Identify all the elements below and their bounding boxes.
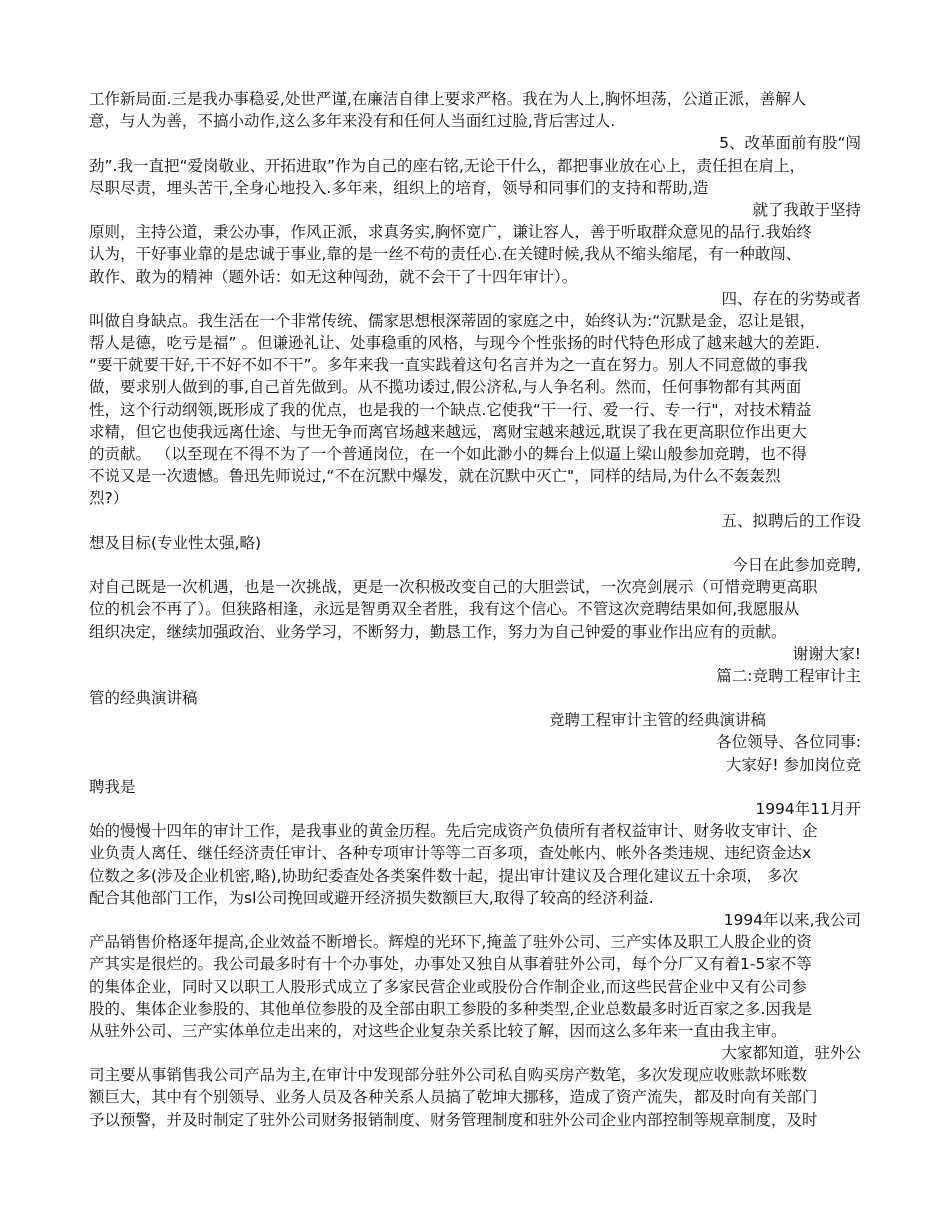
section-heading-line: 四、存在的劣势或者 [721, 289, 861, 308]
text-line: 始的慢慢十四年的审计工作，是我事业的黄金历程。先后完成资产负债所有者权益审计、财务收支审计、企 [89, 822, 818, 841]
text-line: 股的、集体企业参股的、其他单位参股的及全部由职工参股的多种类型,企业总数最多时近百家之多.因我是 [89, 999, 812, 1018]
text-line: 想及目标(专业性太强,略) [89, 533, 262, 552]
text-line: “要干就要干好,干不好不如不干”。多年来我一直实践着这句名言并为之一直在努力。别人不同意做的事我 [89, 356, 808, 375]
text-line: 产品销售价格逐年提高,企业效益不断增长。辉煌的光环下,掩盖了驻外公司、三产实体及职工人股企业的资 [89, 933, 812, 952]
text-line: 位数之多(涉及企业机密,略),协助纪委查处各类案件数十起，提出审计建议及合理化建议五十余项， 多次 [89, 866, 798, 885]
text-line: 不说又是一次遗憾。鲁迅先师说过,“不在沉默中爆发，就在沉默中灭亡"，同样的结局,为什么不轰轰烈 [89, 467, 781, 486]
text-line: 大家好! 参加岗位竞 [725, 755, 861, 774]
text-line: 就了我敢于坚持 [752, 200, 861, 219]
text-line: 聘我是 [89, 777, 136, 796]
text-line: 对自己既是一次机遇，也是一次挑战，更是一次积极改变自己的大胆尝试，一次亮剑展示（可惜竞聘更高职 [89, 578, 818, 597]
document-page [89, 88, 861, 1131]
text-line: 额巨大，其中有个别领导、业务人员及各种关系人员搞了乾坤大挪移，造成了资产流失，都及时向有关部门 [89, 1088, 818, 1107]
section-heading-line: 5、改革面前有股“闯 [719, 134, 861, 153]
text-line: 大家都知道，驻外公 [721, 1044, 861, 1063]
salutation-line: 各位领导、各位同事: [716, 733, 861, 752]
text-line: 产其实是很烂的。我公司最多时有十个办事处，办事处又独自从事着驻外公司，每个分厂又有着1-5家不等 [89, 955, 812, 974]
text-line: 原则，主持公道，秉公办事，作风正派，求真务实,胸怀宽广，谦让容人，善于听取群众意见的品行.我始终 [89, 223, 812, 242]
text-line: 今日在此参加竞聘, [732, 555, 861, 574]
text-line: 1994年以来,我公司 [723, 910, 861, 929]
text-line: 工作新局面.三是我办事稳妥,处世严谨,在廉洁自律上要求严格。我在为人上,胸怀坦荡，公道正派，善解人 [89, 90, 807, 108]
text-line: 求精，但它也使我远离仕途、与世无争而离官场越来越远，离财宝越来越远,耽误了我在更高职位作出更大 [89, 422, 807, 441]
text-line: 帮人是德，吃亏是福” 。但谦逊礼让、处事稳重的风格，与现今个性张扬的时代特色形成了越来越大的差距. [89, 334, 820, 353]
text-line: 位的机会不再了）。但狭路相逢，永远是智勇双全者胜，我有这个信心。不管这次竞聘结果如何,我愿服从 [89, 600, 800, 619]
text-line: 尽职尽责，埋头苦干,全身心地投入.多年来，组织上的培育，领导和同事们的支持和帮助,造 [89, 178, 709, 197]
text-line: 敢作、敢为的精神（题外话：如无这种闯劲，就不会干了十四年审计）。 [89, 267, 578, 286]
section-heading-line: 篇二:竞聘工程审计主 [716, 666, 861, 685]
text-line: 司主要从事销售我公司产品为主,在审计中发现部分驻外公司私自购买房产数笔，多次发现应收账款坏账数 [89, 1066, 807, 1085]
text-line: 意，与人为善，不搞小动作,这么多年来没有和任何人当面红过脸,背后害过人. [89, 112, 616, 131]
text-line: 劲”.我一直把“爱岗敬业、开拓进取”作为自己的座右铭,无论干什么，都把事业放在心上，责任担在肩上， [89, 156, 805, 175]
text-line: 的贡献。 （以至现在不得不为了一个普通岗位，在一个如此渺小的舞台上似逼上梁山般参加竞聘，也不得 [89, 445, 807, 463]
text-line: 予以预警，并及时制定了驻外公司财务报销制度、财务管理制度和驻外公司企业内部控制等规章制度，及时 [89, 1110, 818, 1129]
text-line: 配合其他部门工作，为sl公司挽回或避开经济损失数额巨大,取得了较高的经济利益. [89, 888, 654, 907]
text-line: 烈?） [89, 489, 129, 508]
text-line: 谢谢大家! [792, 644, 861, 663]
text-line: 业负责人离任、继任经济责任审计、各种专项审计等等二百多项，查处帐内、帐外各类违规、违纪资金达x [89, 844, 812, 863]
text-line: 管的经典演讲稿 [89, 689, 198, 708]
section-heading-line: 五、拟聘后的工作设 [721, 511, 861, 530]
text-line: 从驻外公司、三产实体单位走出来的，对这些企业复杂关系比较了解，因而这么多年来一直由我主审。 [89, 1021, 787, 1040]
text-line: 认为，干好事业靠的是忠诚于事业,靠的是一丝不苟的责任心.在关键时候,我从不缩头缩尾，有一种敢闯、 [89, 245, 802, 264]
text-line: 的集体企业，同时又以职工人股形式成立了多家民营企业或股份合作制企业,而这些民营企业中又有公司参 [89, 977, 807, 996]
document-title: 竞聘工程审计主管的经典演讲稿 [549, 711, 767, 730]
text-line: 做，要求别人做到的事,自己首先做到。从不揽功诿过,假公济私,与人争名利。然而，任何事物都有其两面 [89, 378, 802, 397]
text-line: 组织决定，继续加强政治、业务学习，不断努力，勤恳工作，努力为自己钟爱的事业作出应有的贡献。 [89, 622, 787, 641]
text-line: 1994年11月开 [755, 800, 861, 818]
text-line: 性，这个行动纲领,既形成了我的优点，也是我的一个缺点.它使我“干一行、爱一行、专一行"，对技术精益 [89, 400, 812, 419]
text-line: 叫做自身缺点。我生活在一个非常传统、儒家思想根深蒂固的家庭之中，始终认为:“沉默是金，忍让是银， [89, 311, 816, 330]
